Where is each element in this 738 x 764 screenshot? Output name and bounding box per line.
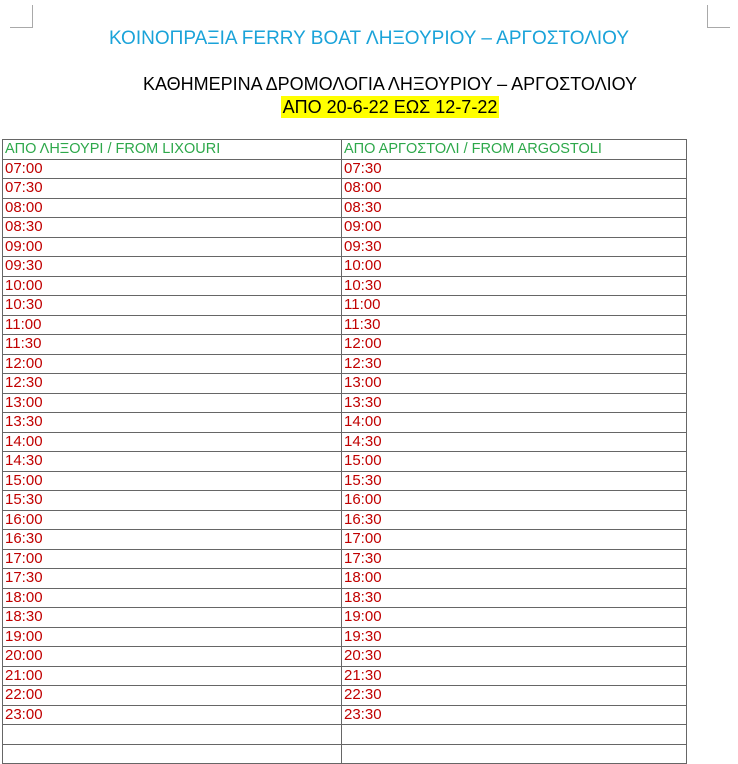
departure-lixouri-time: 13:00	[3, 393, 342, 413]
page-corner-mark-left	[10, 5, 33, 28]
table-row	[3, 608, 687, 628]
departure-lixouri-time: 10:00	[3, 276, 342, 296]
departure-argostoli-time: 11:00	[342, 296, 687, 316]
departure-lixouri-time: 19:00	[3, 627, 342, 647]
departure-lixouri-time: 12:30	[3, 374, 342, 394]
table-row	[3, 744, 687, 764]
departure-lixouri-time	[3, 744, 342, 764]
departure-lixouri-time: 18:30	[3, 608, 342, 628]
table-row	[3, 725, 687, 745]
table-row	[3, 296, 687, 316]
timetable	[2, 139, 687, 764]
table-row	[3, 471, 687, 491]
table-row	[3, 276, 687, 296]
departure-lixouri-time: 17:30	[3, 569, 342, 589]
table-row	[3, 491, 687, 511]
departure-argostoli-time: 18:30	[342, 588, 687, 608]
departure-argostoli-time	[342, 725, 687, 745]
departure-argostoli-time	[342, 744, 687, 764]
departure-argostoli-time: 08:30	[342, 198, 687, 218]
departure-argostoli-time: 13:30	[342, 393, 687, 413]
departure-lixouri-time: 14:00	[3, 432, 342, 452]
table-row	[3, 237, 687, 257]
table-row	[3, 627, 687, 647]
departure-lixouri-time: 14:30	[3, 452, 342, 472]
departure-lixouri-time: 11:30	[3, 335, 342, 355]
departure-argostoli-time: 22:30	[342, 686, 687, 706]
table-row	[3, 218, 687, 238]
departure-argostoli-time: 16:00	[342, 491, 687, 511]
departure-argostoli-time: 08:00	[342, 179, 687, 199]
date-range-highlight: ΑΠΟ 20-6-22 ΕΩΣ 12-7-22	[282, 97, 498, 117]
departure-argostoli-time: 17:30	[342, 549, 687, 569]
departure-argostoli-time: 14:30	[342, 432, 687, 452]
departure-argostoli-time: 18:00	[342, 569, 687, 589]
departure-lixouri-time: 07:00	[3, 159, 342, 179]
departure-argostoli-time: 21:30	[342, 666, 687, 686]
table-row	[3, 432, 687, 452]
table-row	[3, 335, 687, 355]
departure-lixouri-time: 12:00	[3, 354, 342, 374]
table-row	[3, 257, 687, 277]
departure-lixouri-time: 09:00	[3, 237, 342, 257]
table-row	[3, 198, 687, 218]
table-row	[3, 510, 687, 530]
table-row	[3, 452, 687, 472]
departure-lixouri-time: 16:00	[3, 510, 342, 530]
table-row	[3, 569, 687, 589]
departure-argostoli-time: 15:00	[342, 452, 687, 472]
departure-argostoli-time: 20:30	[342, 647, 687, 667]
departure-argostoli-time: 23:30	[342, 705, 687, 725]
departure-lixouri-time: 08:30	[3, 218, 342, 238]
timetable-header-row	[3, 140, 687, 160]
departure-lixouri-time: 21:00	[3, 666, 342, 686]
departure-lixouri-time: 10:30	[3, 296, 342, 316]
departure-argostoli-time: 10:00	[342, 257, 687, 277]
table-row	[3, 354, 687, 374]
table-row	[3, 179, 687, 199]
table-row	[3, 413, 687, 433]
table-row	[3, 159, 687, 179]
departure-argostoli-time: 07:30	[342, 159, 687, 179]
table-row	[3, 374, 687, 394]
table-row	[3, 393, 687, 413]
departure-lixouri-time: 08:00	[3, 198, 342, 218]
departure-lixouri-time: 17:00	[3, 549, 342, 569]
table-row	[3, 705, 687, 725]
table-row	[3, 315, 687, 335]
departure-argostoli-time: 13:00	[342, 374, 687, 394]
table-row	[3, 549, 687, 569]
departure-argostoli-time: 12:00	[342, 335, 687, 355]
departure-lixouri-time: 13:30	[3, 413, 342, 433]
company-title: ΚΟΙΝΟΠΡΑΞΙΑ FERRY BOAT ΛΗΞΟΥΡΙΟΥ – ΑΡΓΟΣΤΟΛΙΟΥ	[108, 28, 630, 49]
departure-lixouri-time: 07:30	[3, 179, 342, 199]
column-header-from-lixouri: ΑΠΟ ΛΗΞΟΥΡΙ / FROM LIXOURI	[3, 140, 342, 160]
timetable-body	[3, 159, 687, 764]
schedule-subtitle: ΚΑΘΗΜΕΡΙΝΑ ΔΡΟΜΟΛΟΓΙΑ ΛΗΞΟΥΡΙΟΥ – ΑΡΓΟΣΤΟΛΙΟΥ	[142, 74, 638, 94]
departure-lixouri-time: 11:00	[3, 315, 342, 335]
departure-argostoli-time: 17:00	[342, 530, 687, 550]
table-row	[3, 686, 687, 706]
departure-argostoli-time: 10:30	[342, 276, 687, 296]
departure-lixouri-time: 22:00	[3, 686, 342, 706]
departure-lixouri-time: 20:00	[3, 647, 342, 667]
page-corner-mark-right	[707, 5, 730, 28]
departure-argostoli-time: 16:30	[342, 510, 687, 530]
table-row	[3, 647, 687, 667]
departure-lixouri-time: 18:00	[3, 588, 342, 608]
column-header-from-argostoli: ΑΠΟ ΑΡΓΟΣΤΟΛΙ / FROM ARGOSTOLI	[342, 140, 687, 160]
table-row	[3, 530, 687, 550]
date-range-wrapper	[0, 96, 738, 118]
departure-argostoli-time: 09:30	[342, 237, 687, 257]
departure-argostoli-time: 11:30	[342, 315, 687, 335]
departure-lixouri-time: 15:00	[3, 471, 342, 491]
table-row	[3, 588, 687, 608]
departure-lixouri-time: 23:00	[3, 705, 342, 725]
departure-argostoli-time: 19:00	[342, 608, 687, 628]
departure-argostoli-time: 15:30	[342, 471, 687, 491]
departure-lixouri-time: 16:30	[3, 530, 342, 550]
departure-lixouri-time: 15:30	[3, 491, 342, 511]
departure-lixouri-time	[3, 725, 342, 745]
departure-argostoli-time: 14:00	[342, 413, 687, 433]
departure-argostoli-time: 12:30	[342, 354, 687, 374]
departure-argostoli-time: 19:30	[342, 627, 687, 647]
departure-lixouri-time: 09:30	[3, 257, 342, 277]
table-row	[3, 666, 687, 686]
departure-argostoli-time: 09:00	[342, 218, 687, 238]
